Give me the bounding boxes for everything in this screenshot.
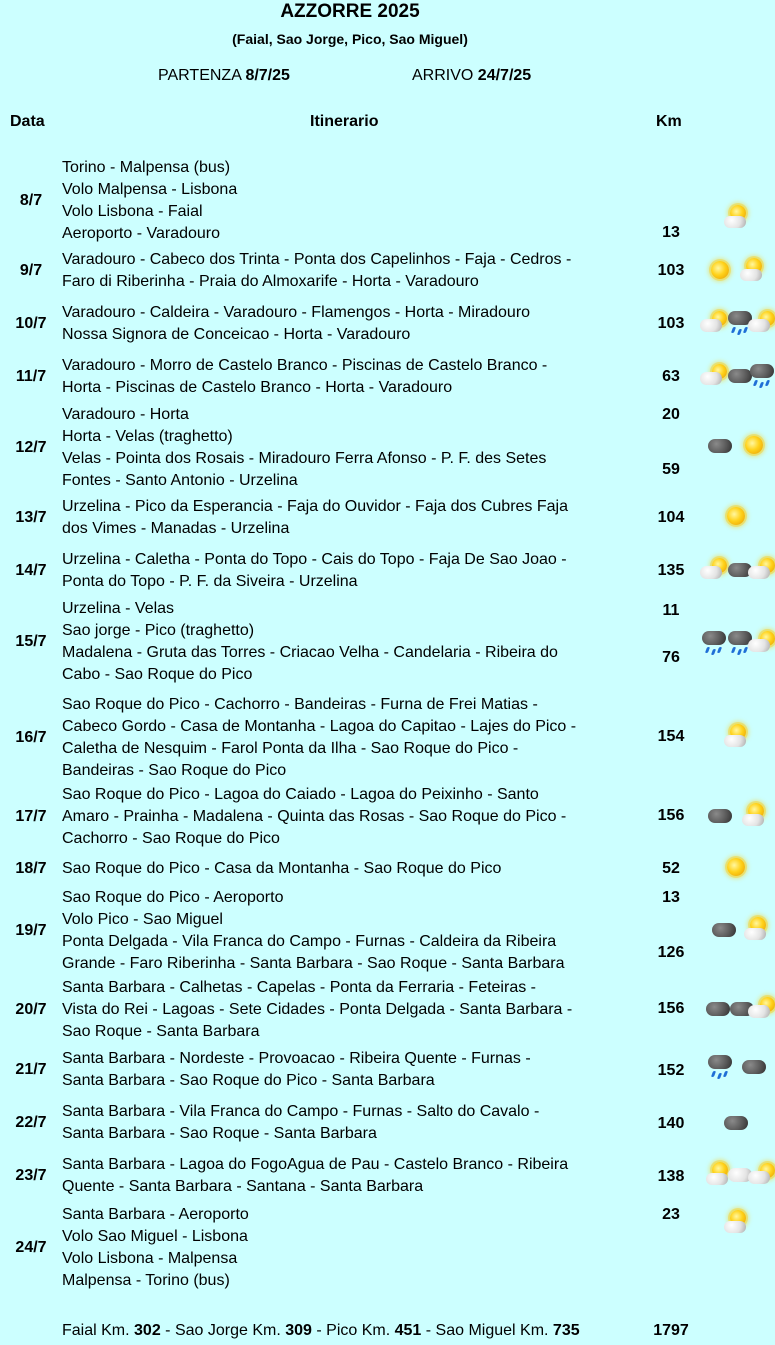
itinerary-line: Santa Barbara - Sao Roque - Santa Barbara [62, 1125, 377, 1142]
itinerary-line: Varadouro - Caldeira - Varadouro - Flamengos - Horta - Miradouro [62, 304, 531, 321]
row-km: 59 [662, 461, 680, 478]
cloud-sun-icon [748, 1160, 775, 1188]
row-date: 20/7 [15, 1001, 47, 1018]
row-km: 103 [657, 262, 685, 279]
itinerary-line: Velas - Pointa dos Rosais - Miradouro Ferra Afonso - P. F. des Setes [62, 450, 547, 467]
itinerary-line: Volo Lisbona - Faial [62, 203, 203, 220]
itinerary-line: Faro di Riberinha - Praia do Almoxarife - Horta - Varadouro [62, 273, 479, 290]
itinerary-line: Sao Roque do Pico - Lagoa do Caiado - Lagoa do Peixinho - Santo [62, 786, 539, 803]
page-title: AZZORRE 2025 [280, 1, 420, 22]
departure [158, 66, 290, 86]
sun-cloud-icon [738, 256, 766, 284]
itinerary-line: Quente - Santa Barbara - Santana - Santa Barbara [62, 1178, 424, 1195]
itinerary-line: Santa Barbara - Aeroporto [62, 1206, 249, 1223]
cloud-sun-icon [700, 361, 728, 389]
cloud-sun-icon [748, 994, 775, 1022]
row-km: 103 [657, 315, 685, 332]
footer-summary [62, 1321, 580, 1341]
sun-cloud-icon [742, 915, 770, 943]
sun-cloud-icon [740, 801, 768, 829]
itinerary-line: Sao Roque - Santa Barbara [62, 1023, 260, 1040]
footer-total-km: 1797 [653, 1322, 689, 1339]
row-km: 154 [657, 728, 685, 745]
row-km: 156 [657, 1000, 685, 1017]
row-km: 104 [657, 509, 685, 526]
itinerary-line: Bandeiras - Sao Roque do Pico [62, 762, 287, 779]
sun-cloud-icon [722, 722, 750, 750]
sun-cloud-icon [722, 203, 750, 231]
row-date: 12/7 [15, 439, 47, 456]
rain-cloud-icon [706, 1052, 734, 1080]
row-date: 23/7 [15, 1167, 47, 1184]
dark-cloud-icon [706, 431, 734, 459]
row-date: 18/7 [15, 860, 47, 877]
itinerary-line: Cachorro - Sao Roque do Pico [62, 830, 280, 847]
itinerary-line: Grande - Faro Riberinha - Santa Barbara - Sao Roque - Santa Barbara [62, 955, 565, 972]
row-km: 126 [657, 944, 685, 961]
row-km: 152 [657, 1062, 685, 1079]
sun-icon [722, 502, 750, 530]
row-km: 156 [657, 807, 685, 824]
rain-cloud-icon [700, 628, 728, 656]
row-km: 76 [662, 649, 680, 666]
row-date: 10/7 [15, 315, 47, 332]
footer-faial-km: 302 [134, 1322, 161, 1339]
itinerary-line: dos Vimes - Manadas - Urzelina [62, 520, 290, 537]
itinerary-line: Cabeco Gordo - Casa de Montanha - Lagoa do Capitao - Lajes do Pico - [62, 718, 577, 735]
row-date: 15/7 [15, 633, 47, 650]
row-date: 24/7 [15, 1239, 47, 1256]
itinerary-line: Volo Sao Miguel - Lisbona [62, 1228, 248, 1245]
itinerary-line: Horta - Velas (traghetto) [62, 428, 233, 445]
itinerary-line: Sao Roque do Pico - Cachorro - Bandeiras - Furna de Frei Matias - [62, 696, 538, 713]
cloud-sun-icon [748, 308, 775, 336]
departure-label: PARTENZA [158, 67, 246, 84]
footer-sep-sao-miguel: - Sao Miguel Km. [421, 1322, 553, 1339]
footer-sep-sao-jorge: - Sao Jorge Km. [160, 1322, 286, 1339]
cloud-sun-icon [700, 308, 728, 336]
page-subtitle: (Faial, Sao Jorge, Pico, Sao Miguel) [232, 31, 468, 47]
itinerary-line: Ponta do Topo - P. F. da Siveira - Urzelina [62, 573, 358, 590]
row-date: 21/7 [15, 1061, 47, 1078]
itinerary-line: Santa Barbara - Vila Franca do Campo - Furnas - Salto do Cavalo - [62, 1103, 540, 1120]
itinerary-line: Aeroporto - Varadouro [62, 225, 221, 242]
itinerary-line: Sao Roque do Pico - Casa da Montanha - Sao Roque do Pico [62, 860, 502, 877]
footer-pico-km: 451 [394, 1322, 422, 1339]
row-km: 11 [662, 602, 680, 619]
itinerary-line: Sao Roque do Pico - Aeroporto [62, 889, 284, 906]
row-km: 13 [662, 889, 680, 906]
dark-cloud-icon [740, 1052, 768, 1080]
itinerary-line: Caletha de Nesquim - Farol Ponta da Ilha - Sao Roque do Pico - [62, 740, 519, 757]
cloud-sun-icon [748, 555, 775, 583]
itinerary-line: Urzelina - Velas [62, 600, 175, 617]
header-date: Data [10, 113, 45, 130]
footer-faial-label: Faial Km. [62, 1322, 135, 1339]
row-date: 9/7 [19, 262, 43, 279]
itinerary-line: Varadouro - Cabeco dos Trinta - Ponta dos Capelinhos - Faja - Cedros - [62, 251, 572, 268]
row-km: 63 [662, 368, 680, 385]
row-date: 22/7 [15, 1114, 47, 1131]
itinerary-line: Torino - Malpensa (bus) [62, 159, 231, 176]
itinerary-line: Nossa Signora de Conceicao - Horta - Varadouro [62, 326, 411, 343]
itinerary-line: Varadouro - Horta [62, 406, 189, 423]
itinerary-line: Varadouro - Morro de Castelo Branco - Piscinas de Castelo Branco - [62, 357, 548, 374]
itinerary-line: Madalena - Gruta das Torres - Criacao Velha - Candelaria - Ribeira do [62, 644, 558, 661]
row-km: 135 [657, 562, 685, 579]
row-km: 138 [657, 1168, 685, 1185]
sun-icon [740, 431, 768, 459]
itinerary-line: Amaro - Prainha - Madalena - Quinta das Rosas - Sao Roque do Pico - [62, 808, 567, 825]
itinerary-line: Volo Lisbona - Malpensa [62, 1250, 238, 1267]
rain-cloud-icon [748, 361, 775, 389]
itinerary-line: Malpensa - Torino (bus) [62, 1272, 230, 1289]
itinerary-line: Santa Barbara - Nordeste - Provoacao - Ribeira Quente - Furnas - [62, 1050, 531, 1067]
row-date: 16/7 [15, 729, 47, 746]
dark-cloud-icon [706, 801, 734, 829]
footer-sep-pico: - Pico Km. [311, 1322, 395, 1339]
itinerary-line: Volo Pico - Sao Miguel [62, 911, 223, 928]
header-itinerary: Itinerario [310, 113, 379, 130]
header-km: Km [656, 113, 682, 130]
cloud-sun-icon [700, 555, 728, 583]
row-km: 13 [662, 224, 680, 241]
dark-cloud-icon [722, 1108, 750, 1136]
itinerary-line: Urzelina - Pico da Esperancia - Faja do Ouvidor - Faja dos Cubres Faja [62, 498, 568, 515]
arrival-date: 24/7/25 [477, 67, 532, 84]
row-km: 23 [662, 1206, 680, 1223]
itinerary-line: Cabo - Sao Roque do Pico [62, 666, 253, 683]
departure-date: 8/7/25 [245, 67, 290, 84]
itinerary-line: Santa Barbara - Lagoa do FogoAgua de Pau - Castelo Branco - Ribeira [62, 1156, 569, 1173]
itinerary-line: Fontes - Santo Antonio - Urzelina [62, 472, 298, 489]
row-km: 20 [662, 406, 680, 423]
sun-icon [706, 256, 734, 284]
footer-sao-miguel-km: 735 [552, 1322, 580, 1339]
row-date: 8/7 [19, 192, 43, 209]
itinerary-line: Urzelina - Caletha - Ponta do Topo - Cais do Topo - Faja De Sao Joao - [62, 551, 567, 568]
sun-cloud-icon [722, 1208, 750, 1236]
itinerary-line: Horta - Piscinas de Castelo Branco - Horta - Varadouro [62, 379, 453, 396]
itinerary-line: Vista do Rei - Lagoas - Sete Cidades - Ponta Delgada - Santa Barbara - [62, 1001, 573, 1018]
row-date: 19/7 [15, 922, 47, 939]
cloud-sun-icon [748, 628, 775, 656]
footer-sao-jorge-km: 309 [285, 1322, 312, 1339]
dark-cloud-icon [710, 915, 738, 943]
itinerary-line: Santa Barbara - Calhetas - Capelas - Ponta da Ferraria - Feteiras - [62, 979, 536, 996]
row-date: 13/7 [15, 509, 47, 526]
row-km: 140 [657, 1115, 685, 1132]
itinerary-line: Volo Malpensa - Lisbona [62, 181, 238, 198]
arrival-label: ARRIVO [412, 67, 478, 84]
row-km: 52 [662, 860, 680, 877]
itinerary-line: Sao jorge - Pico (traghetto) [62, 622, 255, 639]
row-date: 14/7 [15, 562, 47, 579]
itinerary-line: Ponta Delgada - Vila Franca do Campo - Furnas - Caldeira da Ribeira [62, 933, 557, 950]
sun-icon [722, 853, 750, 881]
row-date: 11/7 [15, 368, 47, 385]
arrival [412, 66, 531, 86]
row-date: 17/7 [15, 808, 47, 825]
itinerary-line: Santa Barbara - Sao Roque do Pico - Santa Barbara [62, 1072, 435, 1089]
